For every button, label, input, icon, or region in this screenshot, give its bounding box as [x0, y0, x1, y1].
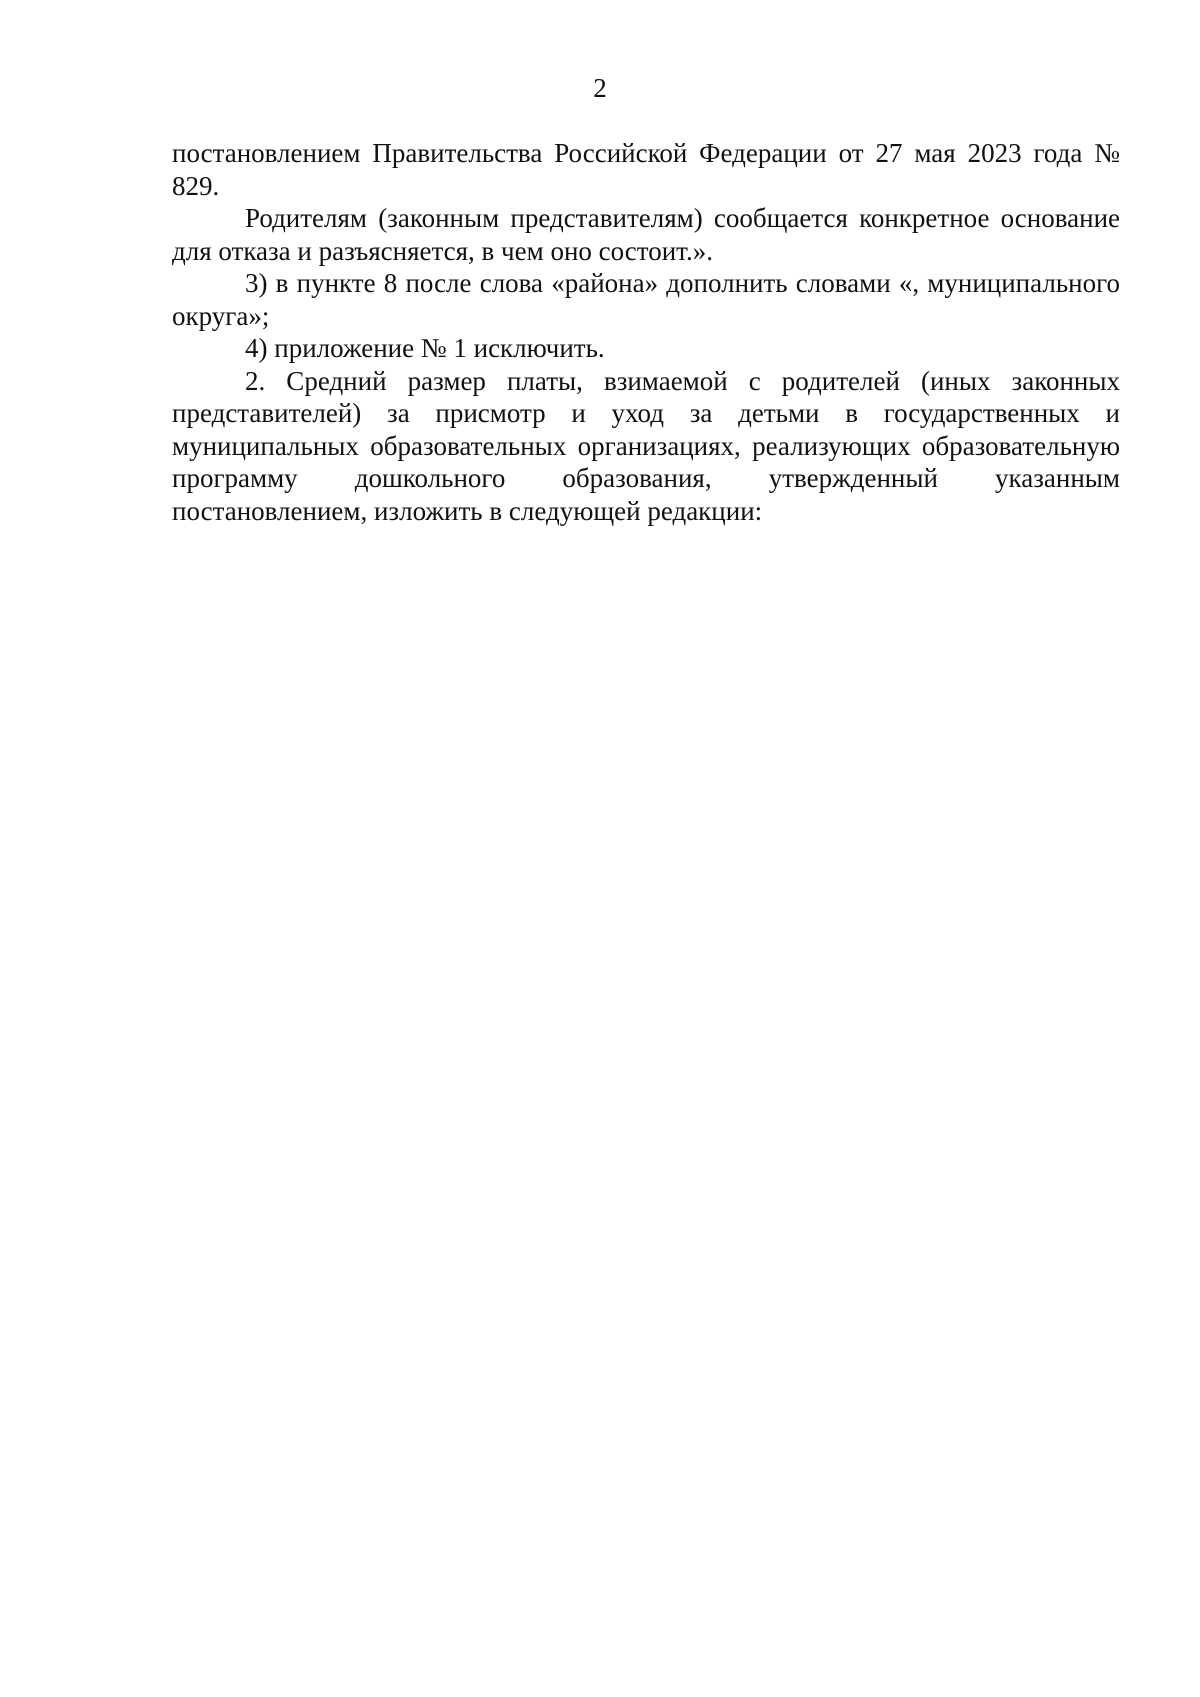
paragraph-item-4: 4) приложение № 1 исключить.: [245, 333, 605, 363]
paragraph-parents-notice: Родителям (законным представителям) сообщается конкретное основание для отказа и разъясняется, в чем оно состоит.».: [172, 203, 1120, 266]
paragraph-continuation: постановлением Правительства Российской Федерации от 27 мая 2023 года № 829.: [172, 138, 1120, 201]
paragraph-item-3: 3) в пункте 8 после слова «района» дополнить словами «, муниципального округа»;: [172, 268, 1120, 331]
paragraph-section-2: 2. Средний размер платы, взимаемой с родителей (иных законных представителей) за присмотр и уход за детьми в государственных и муниципальных образовательных организациях, реализующих образовательную программу дошкольного образования, утвержденный указанным постановлением, изложить в следующей редакции:: [172, 365, 1120, 526]
page-number: 2: [593, 73, 607, 103]
document-body: [172, 137, 1120, 527]
